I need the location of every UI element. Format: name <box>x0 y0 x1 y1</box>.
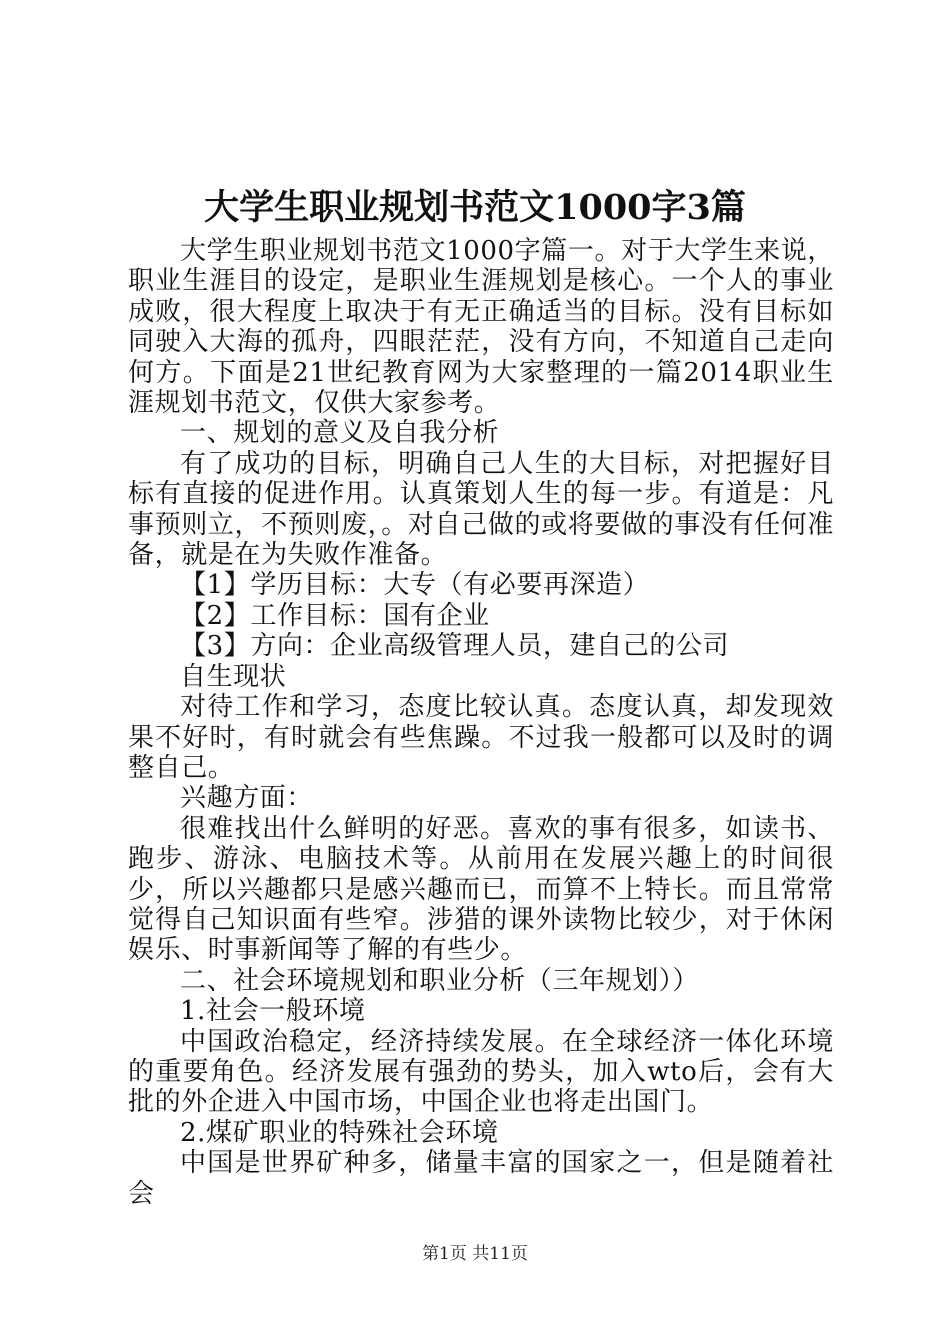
section-heading-1: 一、规划的意义及自我分析 <box>180 418 500 449</box>
subheading-status: 自生现状 <box>180 661 287 692</box>
page-footer: 第1页 共11页 <box>422 1244 528 1264</box>
goal-item-1: 【1】学历目标：大专（有必要再深造） <box>180 570 650 601</box>
section-heading-2: 二、社会环境规划和职业分析（三年规划）） <box>180 965 700 996</box>
paragraph: 对待工作和学习，态度比较认真。态度认真，却发现效果不好时，有时就会有些焦躁。不过我一般都可以及时的调整自己。 <box>128 692 834 783</box>
paragraph: 中国政治稳定，经济持续发展。在全球经济一体化环境的重要角色。经济发展有强劲的势头，加入wto后，会有大批的外企进入中国市场，中国企业也将走出国门。 <box>128 1026 834 1118</box>
paragraph: 有了成功的目标，明确自己人生的大目标，对把握好目标有直接的促进作用。认真策划人生的每一步。有道是：凡事预则立，不预则废，。对自己做的或将要做的事没有任何准备，就是在为失败作准备。 <box>128 448 834 571</box>
paragraph-intro: 大学生职业规划书范文1000字篇一。对于大学生来说，职业生涯目的设定，是职业生涯规划是核心。一个人的事业成败，很大程度上取决于有无正确适当的目标。没有目标如同驶入大海的孤舟，四眼茫茫，没有方向，不知道自己走向何方。下面是21世纪教育网为大家整理的一篇2014职业生涯规划书范文，仅供大家参考。 <box>128 236 834 419</box>
paragraph: 很难找出什么鲜明的好恶。喜欢的事有很多，如读书、跑步、游泳、电脑技术等。从前用在发展兴趣上的时间很少，所以兴趣都只是感兴趣而已，而算不上特长。而且常常觉得自己知识面有些窄。涉猎的课外读物比较少，对于休闲娱乐、时事新闻等了解的有些少。 <box>128 813 834 966</box>
subheading-interests: 兴趣方面： <box>180 783 314 814</box>
document-body <box>128 236 834 1209</box>
goal-item-3: 【3】方向：企业高级管理人员，建自己的公司 <box>180 631 730 662</box>
document-title: 大学生职业规划书范文1000字3篇 <box>204 187 746 228</box>
paragraph: 中国是世界矿种多，储量丰富的国家之一，但是随着社会 <box>128 1148 834 1209</box>
goal-item-2: 【2】工作目标：国有企业 <box>180 600 490 631</box>
subheading-general-environment: 1.社会一般环境 <box>180 996 366 1027</box>
subheading-coal-environment: 2.煤矿职业的特殊社会环境 <box>180 1117 499 1148</box>
